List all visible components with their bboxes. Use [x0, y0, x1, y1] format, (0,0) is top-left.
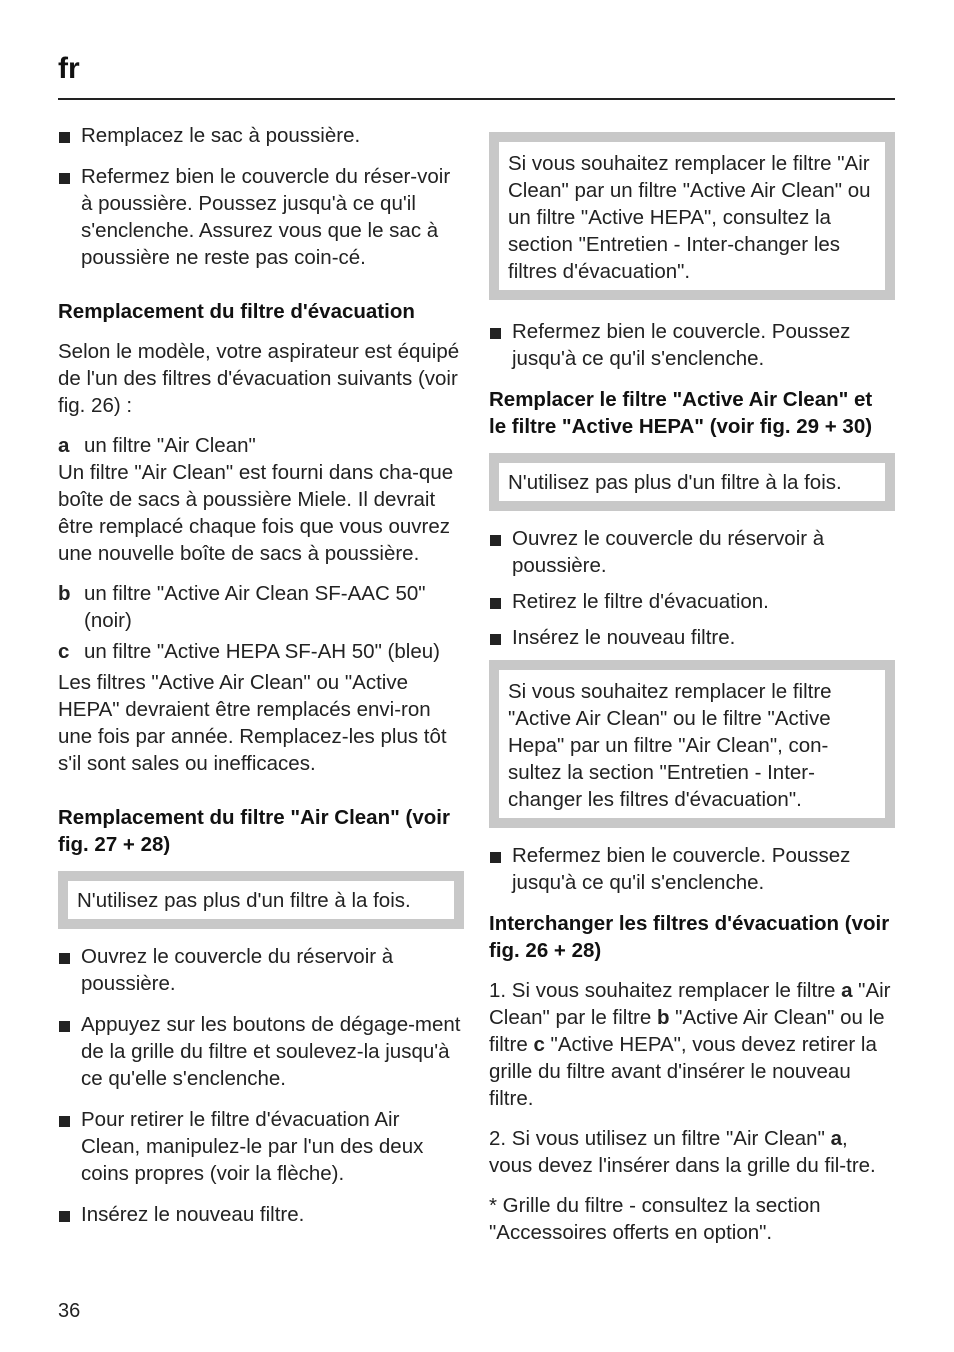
bullet-square-icon	[59, 1116, 70, 1127]
filter-item-b: b un filtre "Active Air Clean SF-AAC 50" (noir)	[58, 582, 426, 632]
header-rule	[58, 98, 895, 100]
note-box: N'utilisez pas plus d'un filtre à la fois.	[58, 871, 464, 929]
step-2-paragraph: 2. Si vous utilisez un filtre "Air Clean" a, vous devez l'insérer dans la grille du fil-tre.	[489, 1127, 876, 1177]
bullet-square-icon	[59, 1021, 70, 1032]
bullet-item: Appuyez sur les boutons de dégage-ment de la grille du filtre et soulevez-la jusqu'à ce qu'elle s'enclenche.	[58, 1011, 464, 1092]
page-number: 36	[58, 1300, 81, 1322]
section-heading: Remplacement du filtre "Air Clean" (voir fig. 27 + 28)	[58, 806, 450, 856]
note-box: N'utilisez pas plus d'un filtre à la fois.	[489, 453, 895, 511]
bullet-item: Refermez bien le couvercle. Poussez jusqu'à ce qu'il s'enclenche.	[489, 318, 895, 372]
bullet-item: Insérez le nouveau filtre.	[489, 624, 895, 651]
bullet-square-icon	[490, 535, 501, 546]
bullet-item: Insérez le nouveau filtre.	[58, 1201, 464, 1228]
intro-paragraph: Selon le modèle, votre aspirateur est équipé de l'un des filtres d'évacuation suivants (voir fig. 26) :	[58, 340, 460, 417]
note-box: Si vous souhaitez remplacer le filtre "Active Air Clean" ou le filtre "Active Hepa" par un filtre "Air Clean", con-sultez la section "Entretien - Inter-changer les filtres d'évacuation".	[489, 660, 895, 828]
footnote: * Grille du filtre - consultez la section "Accessoires offerts en option".	[489, 1194, 821, 1244]
bullet-square-icon	[59, 132, 70, 143]
bullet-item: Retirez le filtre d'évacuation.	[489, 588, 895, 615]
bullet-item: Ouvrez le couvercle du réservoir à poussière.	[58, 943, 464, 997]
bullet-square-icon	[490, 852, 501, 863]
right-column	[489, 122, 895, 1259]
left-column	[58, 122, 464, 1242]
bullet-square-icon	[59, 1211, 70, 1222]
section-heading: Remplacement du filtre d'évacuation	[58, 300, 415, 323]
step-1-paragraph: 1. Si vous souhaitez remplacer le filtre a "Air Clean" par le filtre b "Active Air Clean" ou le filtre c "Active HEPA", vous devez retirer la grille du filtre avant d'insérer le nouveau filtre.	[489, 979, 891, 1110]
bullet-item: Pour retirer le filtre d'évacuation Air Clean, manipulez-le par l'un des deux coins propres (voir la flèche).	[58, 1106, 464, 1187]
language-label: fr	[58, 52, 80, 85]
filter-bc-description: Les filtres "Active Air Clean" ou "Active HEPA" devraient être remplacés envi-ron une fois par année. Remplacez-les plus tôt s'il sont sales ou inefficaces.	[58, 671, 447, 775]
bullet-item: Refermez bien le couvercle. Poussez jusqu'à ce qu'il s'enclenche.	[489, 842, 895, 896]
filter-item-a: a un filtre "Air Clean"	[58, 434, 256, 457]
filter-item-c: c un filtre "Active HEPA SF-AH 50" (bleu)	[58, 640, 440, 663]
bullet-square-icon	[490, 328, 501, 339]
bullet-square-icon	[59, 953, 70, 964]
bullet-item: Ouvrez le couvercle du réservoir à poussière.	[489, 525, 895, 579]
bullet-square-icon	[490, 634, 501, 645]
bullet-item: Refermez bien le couvercle du réser-voir à poussière. Poussez jusqu'à ce qu'il s'enclenche. Assurez vous que le sac à poussière ne reste pas coin-cé.	[58, 163, 464, 271]
section-heading: Remplacer le filtre "Active Air Clean" et le filtre "Active HEPA" (voir fig. 29 + 30)	[489, 388, 873, 438]
note-box: Si vous souhaitez remplacer le filtre "Air Clean" par un filtre "Active Air Clean" ou un filtre "Active HEPA", consultez la section "Entretien - Inter-changer les filtres d'évacuation".	[489, 132, 895, 300]
bullet-square-icon	[59, 173, 70, 184]
section-heading: Interchanger les filtres d'évacuation (voir fig. 26 + 28)	[489, 912, 890, 962]
bullet-square-icon	[490, 598, 501, 609]
filter-a-description: Un filtre "Air Clean" est fourni dans cha-que boîte de sacs à poussière Miele. Il devrait être remplacé chaque fois que vous ouvrez une nouvelle boîte de sacs à poussière.	[58, 461, 454, 565]
bullet-item: Remplacez le sac à poussière.	[58, 122, 464, 149]
